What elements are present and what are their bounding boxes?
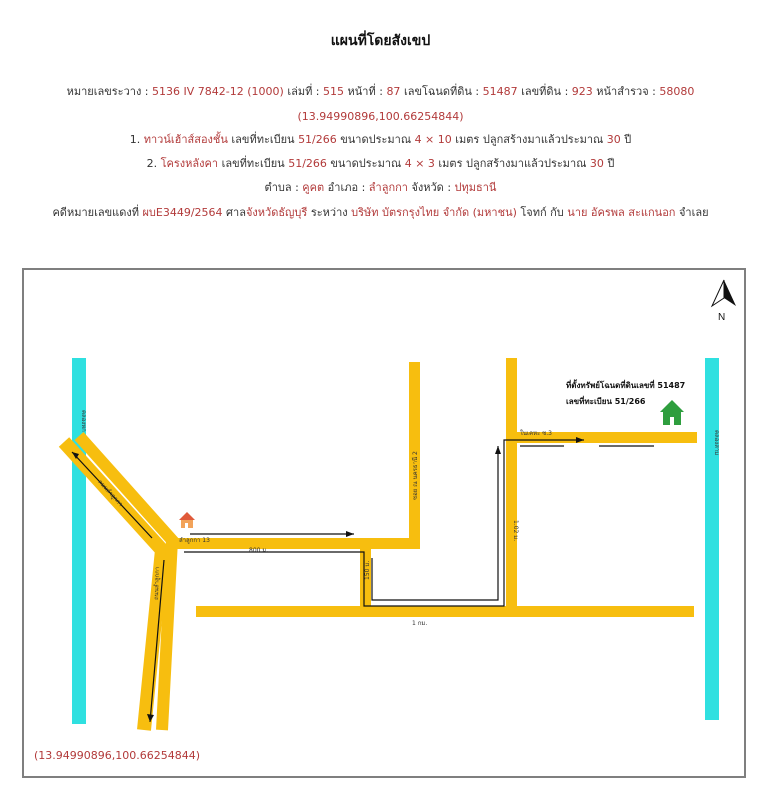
dist-label-150: 150 ม. [364,560,371,580]
location-line [0,181,761,195]
plaintiff-name: บริษัท บัตรกรุงไทย จำกัด (มหาชน) [351,206,517,219]
amphoe-value: ลำลูกกา [368,181,408,194]
building-1-age: 30 [606,133,621,146]
coordinate-line: (13.94990896,100.66254844) [297,110,464,123]
building-1-line [0,133,761,147]
building-2-num: 2. [146,157,158,170]
deed-label: เลขโฉนดที่ดิน : [403,85,480,98]
court-name: จังหวัดธัญบุรี [245,206,308,219]
building-1-type: ทาวน์เฮ้าส์สองชั้น [143,133,228,146]
building-1-unit: เมตร ปลูกสร้างมาแล้วประมาณ [455,133,604,146]
property-label-2: เลขที่ทะเบียน 51/266 [566,397,646,406]
label-canal-right: คลองสาม [713,430,720,456]
road-vertical-right [506,358,517,608]
arrow-3 [346,531,354,537]
label-main-road-upper: ถนนลำลูกกา [96,478,124,509]
court-label: ศาล [226,206,246,219]
building-1-year: ปี [624,133,632,146]
defendant-role: จำเลย [678,206,709,219]
road-lamlukka13 [174,538,420,549]
arrow-4 [495,446,501,454]
province-label: จังหวัด : [411,181,452,194]
route-seg-4 [372,446,498,600]
building-2-age: 30 [589,157,604,170]
label-vertical-mid: ซอย ณ นครธานี 2 [412,451,419,500]
dist-label-1km: 1 กม. [412,620,428,627]
label-inner-soi3: ในเคหะ ซ.3 [520,430,552,437]
page-label: หน้าที่ : [347,85,383,98]
dist-label-800: 800 ม. [249,547,269,554]
case-line [0,206,761,220]
property-label-1: ที่ตั้งทรัพย์โฉนดที่ดินเลขที่ 51487 [566,381,686,390]
map-canvas [24,270,744,776]
amphoe-label: อำเภอ : [327,181,366,194]
page-title: แผนที่โดยสังเขป [330,33,431,49]
survey-value: 58080 [659,85,695,98]
tambon-value: คูคต [302,181,325,194]
map-coordinate: (13.94990896,100.66254844) [34,749,201,762]
building-1-num: 1. [129,133,141,146]
label-lamlukka13: ลำลูกกา 13 [179,537,210,544]
land-no-value: 923 [571,85,593,98]
deed-value: 51487 [482,85,518,98]
sheet-label: หมายเลขระวาง : [66,85,149,98]
page-value: 87 [386,85,401,98]
sketch-map [22,268,746,778]
dist-label-102: 1.02 ม. [512,520,519,542]
sheet-value: 5136 IV 7842-12 (1000) [152,85,284,98]
building-2-size: 4 × 3 [404,157,435,170]
between-label: ระหว่าง [310,206,348,219]
building-2-size-label: ขนาดประมาณ [330,157,402,170]
building-1-size: 4 × 10 [414,133,452,146]
canal-right [705,358,719,720]
building-2-reg: 51/266 [288,157,327,170]
label-canal-left: คลองหก [80,410,87,432]
building-1-reg: 51/266 [298,133,337,146]
building-2-year: ปี [607,157,615,170]
property-house-icon [660,400,684,425]
province-value: ปทุมธานี [454,181,497,194]
volume-label: เล่มที่ : [287,85,320,98]
building-2-line [0,157,761,171]
north-arrow-icon [712,280,736,306]
road-bottom [196,606,694,617]
building-2-unit: เมตร ปลูกสร้างมาแล้วประมาณ [438,157,587,170]
building-1-size-label: ขนาดประมาณ [340,133,412,146]
survey-label: หน้าสำรวจ : [596,85,656,98]
north-label: N [718,312,726,323]
tambon-label: ตำบล : [264,181,299,194]
defendant-name: นาย อัครพล สะแกนอก [567,206,676,219]
building-2-reg-label: เลขที่ทะเบียน [221,157,285,170]
land-no-label: เลขที่ดิน : [521,85,569,98]
plaintiff-role: โจทก์ กับ [520,206,564,219]
landmark-house-icon [179,512,195,528]
route-main [184,440,584,606]
case-label: คดีหมายเลขแดงที่ [52,206,139,219]
case-number: ผบE3449/2564 [142,206,223,219]
building-2-type: โครงหลังคา [160,157,219,170]
volume-value: 515 [323,85,345,98]
building-1-reg-label: เลขที่ทะเบียน [231,133,295,146]
info-line-1 [0,85,761,99]
label-main-road-lower: ถนนลำลูกกา [153,566,162,601]
